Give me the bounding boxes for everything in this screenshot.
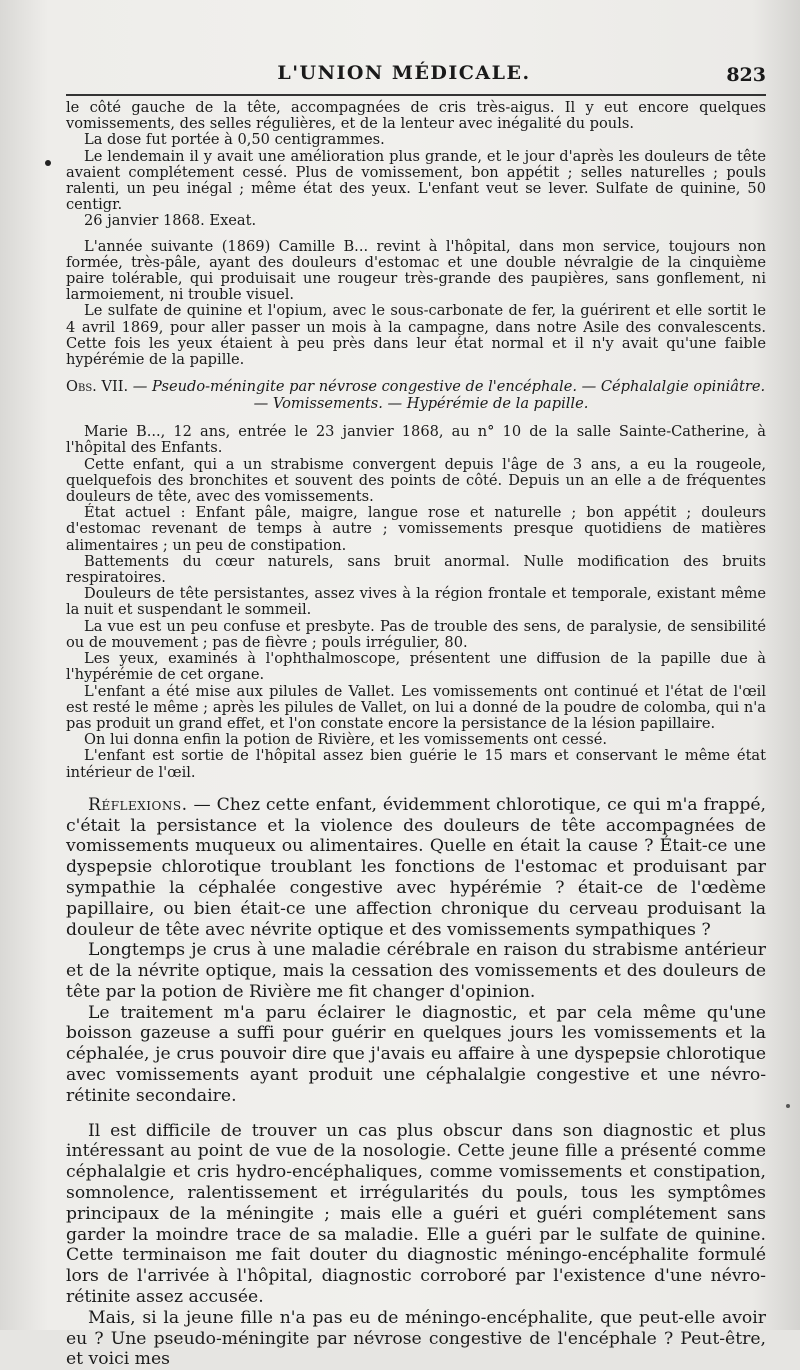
paragraph: le côté gauche de la tête, accompagnées de cris très-aigus. Il y eut encore quelques vomissements, des selles régulières, et de la lenteur avec inégalité du pouls. — [66, 99, 766, 133]
margin-dot — [45, 160, 51, 166]
paragraph: Le sulfate de quinine et l'opium, avec le sous-carbonate de fer, la guérirent et elle sortit le 4 avril 1869, pour aller passer un mois à la campagne, dans notre Asile des convalescents. Cette fois les yeux étaient à peu près dans leur état normal et il n'y avait qu'une faible hypérémie de la papille. — [66, 302, 766, 369]
observation-body — [66, 424, 766, 780]
observation-title — [66, 378, 766, 395]
reflexions-label: Réflexions. — [88, 794, 188, 815]
paragraph: L'année suivante (1869) Camille B... revint à l'hôpital, dans mon service, toujours non formée, très-pâle, ayant des douleurs d'estomac et une double névralgie de la cinquième paire tolérable, qui produisait une rougeur très-grande des paupières, sans gonflement, ni larmoiement, ni trouble visuel. — [66, 237, 766, 304]
paragraph: Longtemps je crus à une maladie cérébrale en raison du strabisme antérieur et de la névrite optique, mais la cessation des vomissements et des douleurs de tête par la potion de Rivière me fit changer d'opinion. — [66, 940, 766, 1002]
paragraph: On lui donna enfin la potion de Rivière, et les vomissements ont cessé. — [84, 731, 607, 749]
page-number: 823 — [726, 64, 766, 86]
observation-subtitle-text: — Vomissements. — Hypérémie de la papille. — [253, 395, 589, 413]
paragraph: Cette enfant, qui a un strabisme convergent depuis l'âge de 3 ans, a eu la rougeole, quelquefois des bronchites et souvent des points de côté. Depuis un an elle a de fréquentes douleurs de tête, avec des vomissements. — [66, 455, 766, 506]
paragraph: La dose fut portée à 0,50 centigrammes. — [84, 131, 385, 149]
paragraph: Mais, si la jeune fille n'a pas eu de méningo-encéphalite, que peut-elle avoir eu ? Une pseudo-méningite par névrose congestive de l'encéphale ? Peut-être, et voici mes — [66, 1307, 766, 1370]
running-header — [40, 62, 768, 90]
paragraph: Il est difficile de trouver un cas plus obscur dans son diagnostic et plus intéressant au point de vue de la nosologie. Cette jeune fille a présenté comme céphalalgie et cris hydro-encéphaliques, comme vomissements et constipation, somnolence, ralentissement et irrégularités du pouls, tous les symptômes principaux de la méningite ; mais elle a guéri et guéri complétement sans garder la moindre trace de sa maladie. Elle a guéri par le sulfate de quinine. Cette terminaison me fait douter du diagnostic méningo-encéphalite formulé lors de l'arrivée à l'hôpital, diagnostic corroboré par l'existence d'une névro-rétinite assez accusée. — [66, 1120, 766, 1308]
body-text — [66, 100, 766, 1370]
journal-title: L'UNION MÉDICALE. — [277, 62, 531, 84]
paragraph: L'enfant a été mise aux pilules de Vallet. Les vomissements ont continué et l'état de l'œil est resté le même ; après les pilules de Vallet, on lui a donné de la poudre de colomba, qui n'a pas produit un grand effet, et l'on constate encore la persistance de la lésion papillaire. — [66, 682, 766, 732]
case-continuation — [66, 100, 766, 368]
paragraph: Le traitement m'a paru éclairer le diagnostic, et par cela même qu'une boisson gazeuse a suffi pour guérir en quelques jours les vomissements et la céphalée, je crus pouvoir dire que j'avais eu affaire à une dyspepsie chlorotique avec vomissements ayant produit une céphalalgie congestive et une névro-rétinite secondaire. — [66, 1002, 766, 1106]
paragraph: Douleurs de tête persistantes, assez vives à la région frontale et temporale, existant même la nuit et suspendant le sommeil. — [66, 585, 766, 619]
paragraph: 26 janvier 1868. Exeat. — [84, 212, 257, 230]
paragraph: Battements du cœur naturels, sans bruit anormal. Nulle modification des bruits respiratoires. — [66, 552, 766, 587]
margin-speck — [786, 1104, 790, 1108]
reflexions-text: — Chez cette enfant, évidemment chlorotique, ce qui m'a frappé, c'était la persistance et la violence des douleurs de tête accompagnées de vomissements muqueux ou alimentaires. Quelle en était la cause ? Était-ce une dyspepsie chlorotique troublant les fonctions de l'estomac et produisant par sympathie la céphalée congestive avec hypérémie ? était-ce de l'œdème papillaire, ou bien était-ce une affection chronique du cerveau produisant la douleur de tête avec névrite optique et des vomissements sympathiques ? — [66, 794, 766, 940]
reflexions-paragraph — [66, 795, 766, 941]
paragraph: État actuel : Enfant pâle, maigre, langue rose et naturelle ; bon appétit ; douleurs d'estomac revenant de temps à autre ; vomissements presque quotidiens de matières alimentaires ; un peu de constipation. — [66, 504, 766, 554]
paragraph: Marie B..., 12 ans, entrée le 23 janvier 1868, au n° 10 de la salle Sainte-Catherine, à l'hôpital des Enfants. — [66, 423, 766, 457]
paragraph: L'enfant est sortie de l'hôpital assez bien guérie le 15 mars et conservant le même état intérieur de l'œil. — [66, 747, 766, 781]
observation-label: Obs. VII. — [66, 378, 129, 396]
paragraph: Le lendemain il y avait une amélioration plus grande, et le jour d'après les douleurs de tête avaient complétement cessé. Plus de vomissement, bon appétit ; selles naturelles ; pouls ralenti, un peu inégal ; même état des yeux. L'enfant veut se lever. Sulfate de quinine, 50 centigr. — [66, 147, 766, 214]
header-rule — [66, 94, 766, 96]
reflexions-section — [66, 795, 766, 1370]
observation-heading — [66, 378, 766, 412]
paragraph: Les yeux, examinés à l'ophthalmoscope, présentent une diffusion de la papille due à l'hypérémie de cet organe. — [66, 650, 766, 684]
observation-subtitle — [66, 395, 766, 412]
observation-title-text: — Pseudo-méningite par névrose congestive de l'encéphale. — Céphalalgie opiniâtre. — [128, 378, 766, 396]
paragraph: La vue est un peu confuse et presbyte. Pas de trouble des sens, de paralysie, de sensibilité ou de mouvement ; pas de fièvre ; pouls irrégulier, 80. — [66, 617, 766, 651]
